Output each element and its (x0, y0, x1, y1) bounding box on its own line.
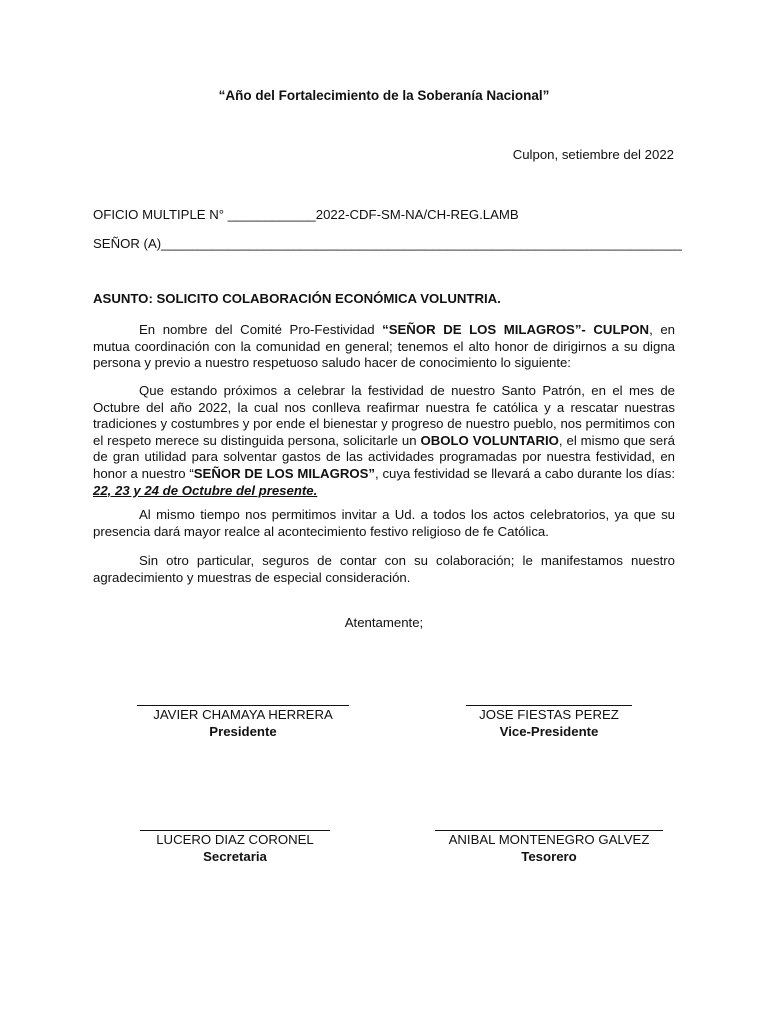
p2-dates: 22, 23 y 24 de Octubre del presente. (93, 482, 318, 498)
signer-name: ANIBAL MONTENEGRO GALVEZ (448, 832, 650, 847)
p1-committee-name: “SEÑOR DE LOS MILAGROS”- CULPON (382, 322, 650, 337)
closing-salutation: Atentamente; (344, 615, 424, 630)
signer-name: JAVIER CHAMAYA HERRERA (153, 707, 333, 722)
p2-obolo: OBOLO VOLUNTARIO (420, 432, 559, 448)
signer-role: Secretaria (203, 848, 267, 864)
p1-text-c: , en mutua coordinación con la comunidad en general; tenemos el alto honor de dirigirnos a su digna persona y previo a nuestro respetuoso saludo hacer de conocimiento lo siguiente: (93, 322, 675, 371)
signature-line (140, 830, 330, 831)
signer-role: Tesorero (521, 848, 577, 864)
p1-text-a: En nombre del Comité Pro-Festividad (139, 322, 383, 337)
recipient-line: SEÑOR (A)_______________________________________________________________________ (93, 236, 682, 251)
signature-line (435, 830, 663, 831)
paragraph-request (93, 383, 675, 499)
document-header: “Año del Fortalecimiento de la Soberanía Nacional” (218, 88, 550, 103)
paragraph-farewell: Sin otro particular, seguros de contar con su colaboración; le manifestamos nuestro agradecimiento y muestras de especial consideración. (93, 553, 675, 585)
p2-senor-milagros: SEÑOR DE LOS MILAGROS” (193, 465, 376, 481)
paragraph-intro (93, 322, 675, 372)
subject-line: ASUNTO: SOLICITO COLABORACIÓN ECONÓMICA VOLUNTRIA. (93, 291, 501, 306)
signature-line (137, 705, 349, 706)
signature-block-treasurer (418, 830, 680, 865)
p2-text-a: Que estando próximos a celebrar la festividad de nuestro Santo Patrón, en el mes de Octubre del año 2022, la cual nos conlleva reafirmar nuestra fe católica y a rescatar nuestras tradiciones y costumbres y por ende el bienestar y progreso de nuestro pueblo, nos permitimos con el respeto merece su distinguida persona, solicitarle un (93, 383, 675, 448)
paragraph-invitation: Al mismo tiempo nos permitimos invitar a Ud. a todos los actos celebratorios, ya que su presencia dará mayor realce al acontecimiento festivo religioso de fe Católica. (93, 507, 675, 539)
signer-name: LUCERO DIAZ CORONEL (156, 832, 314, 847)
oficio-number: OFICIO MULTIPLE N° ____________2022-CDF-SM-NA/CH-REG.LAMB (93, 207, 519, 222)
signature-block-vice-president (418, 705, 680, 740)
signer-role: Presidente (209, 723, 277, 739)
signature-block-president (108, 705, 378, 740)
date-line: Culpon, setiembre del 2022 (512, 147, 674, 162)
p2-text-c: , el mismo que será de gran utilidad para solventar gastos de las actividades programadas por nuestra festividad, en honor a nuestro “ (93, 432, 675, 481)
signer-role: Vice-Presidente (499, 723, 599, 739)
p2-text-e: , cuya festividad se llevará a cabo durante los días: (375, 465, 675, 481)
signature-line (466, 705, 632, 706)
signature-block-secretary (100, 830, 370, 865)
signer-name: JOSE FIESTAS PEREZ (479, 707, 619, 722)
